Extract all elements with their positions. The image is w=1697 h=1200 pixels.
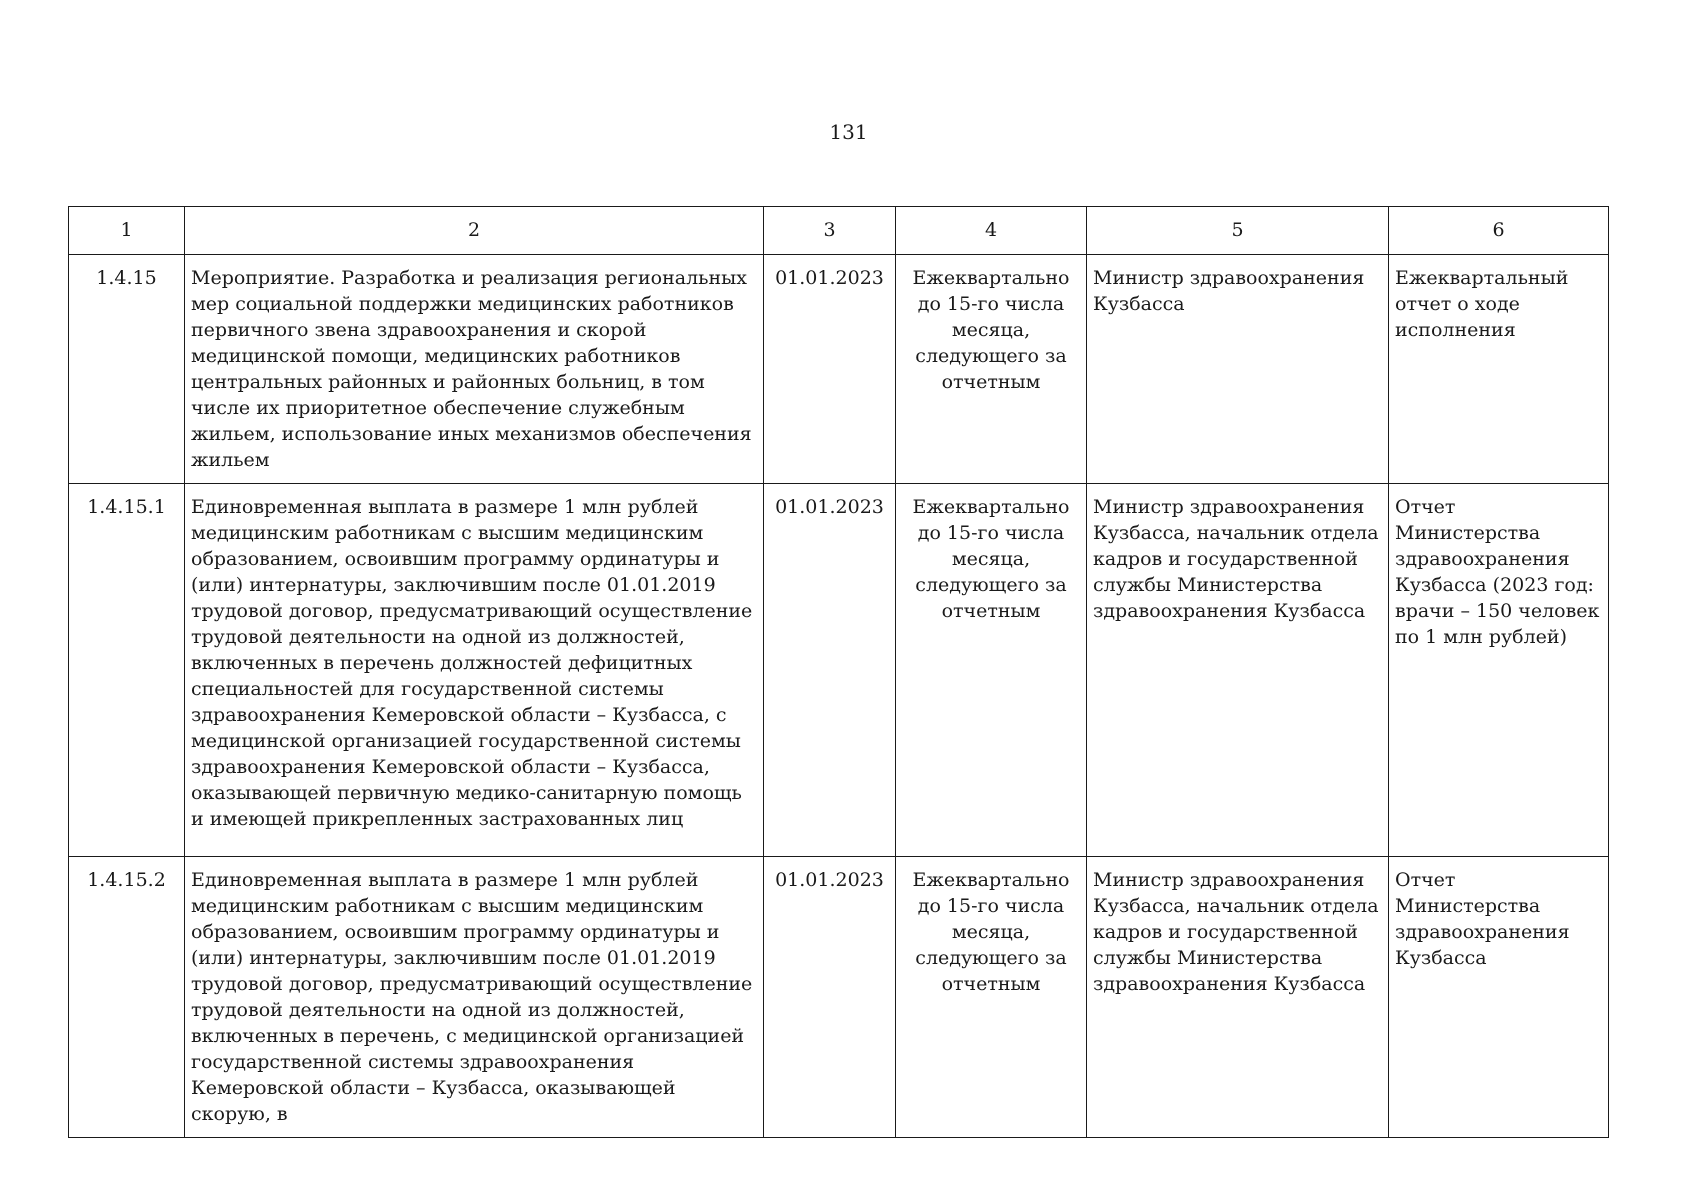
plan-table [68, 206, 1609, 1138]
item-description: Единовременная выплата в размере 1 млн рублей медицинским работникам с высшим медицинским образованием, освоившим программу ординатуры и (или) интернатуры, заключившим после 01.01.2019 трудовой договор, предусматривающий осуществление трудовой деятельности на одной из должностей, включенных в перечень должностей дефицитных специальностей для государственной системы здравоохранения Кемеровской области – Кузбасса, с медицинской организацией государственной системы здравоохранения Кемеровской области – Кузбасса, оказывающей первичную медико-санитарную помощь и имеющей прикрепленных застрахованных лиц [185, 484, 764, 857]
reporting-period: Ежеквартально до 15-го числа месяца, следующего за отчетным [896, 857, 1087, 1138]
item-number: 1.4.15.1 [69, 484, 185, 857]
expected-result: Отчет Министерства здравоохранения Кузбасса (2023 год: врачи – 150 человек по 1 млн рублей) [1389, 484, 1609, 857]
column-header-2: 2 [185, 207, 764, 255]
item-number: 1.4.15 [69, 255, 185, 484]
expected-result: Ежеквартальный отчет о ходе исполнения [1389, 255, 1609, 484]
header-row [69, 207, 1609, 255]
column-header-5: 5 [1087, 207, 1389, 255]
page-number: 131 [829, 120, 868, 144]
column-header-4: 4 [896, 207, 1087, 255]
column-header-6: 6 [1389, 207, 1609, 255]
table-row [69, 255, 1609, 484]
start-date: 01.01.2023 [764, 255, 896, 484]
item-description: Единовременная выплата в размере 1 млн рублей медицинским работникам с высшим медицинским образованием, освоившим программу ординатуры и (или) интернатуры, заключившим после 01.01.2019 трудовой договор, предусматривающий осуществление трудовой деятельности на одной из должностей, включенных в перечень, с медицинской организацией государственной системы здравоохранения Кемеровской области – Кузбасса, оказывающей скорую, в [185, 857, 764, 1138]
column-header-3: 3 [764, 207, 896, 255]
table-row [69, 484, 1609, 857]
start-date: 01.01.2023 [764, 484, 896, 857]
item-description: Мероприятие. Разработка и реализация региональных мер социальной поддержки медицинских работников первичного звена здравоохранения и скорой медицинской помощи, медицинских работников центральных районных и районных больниц, в том числе их приоритетное обеспечение служебным жильем, использование иных механизмов обеспечения жильем [185, 255, 764, 484]
responsible-person: Министр здравоохранения Кузбасса, начальник отдела кадров и государственной службы Министерства здравоохранения Кузбасса [1087, 857, 1389, 1138]
reporting-period: Ежеквартально до 15-го числа месяца, следующего за отчетным [896, 255, 1087, 484]
column-header-1: 1 [69, 207, 185, 255]
table-row [69, 857, 1609, 1138]
responsible-person: Министр здравоохранения Кузбасса [1087, 255, 1389, 484]
item-number: 1.4.15.2 [69, 857, 185, 1138]
responsible-person: Министр здравоохранения Кузбасса, начальник отдела кадров и государственной службы Министерства здравоохранения Кузбасса [1087, 484, 1389, 857]
start-date: 01.01.2023 [764, 857, 896, 1138]
reporting-period: Ежеквартально до 15-го числа месяца, следующего за отчетным [896, 484, 1087, 857]
expected-result: Отчет Министерства здравоохранения Кузбасса [1389, 857, 1609, 1138]
